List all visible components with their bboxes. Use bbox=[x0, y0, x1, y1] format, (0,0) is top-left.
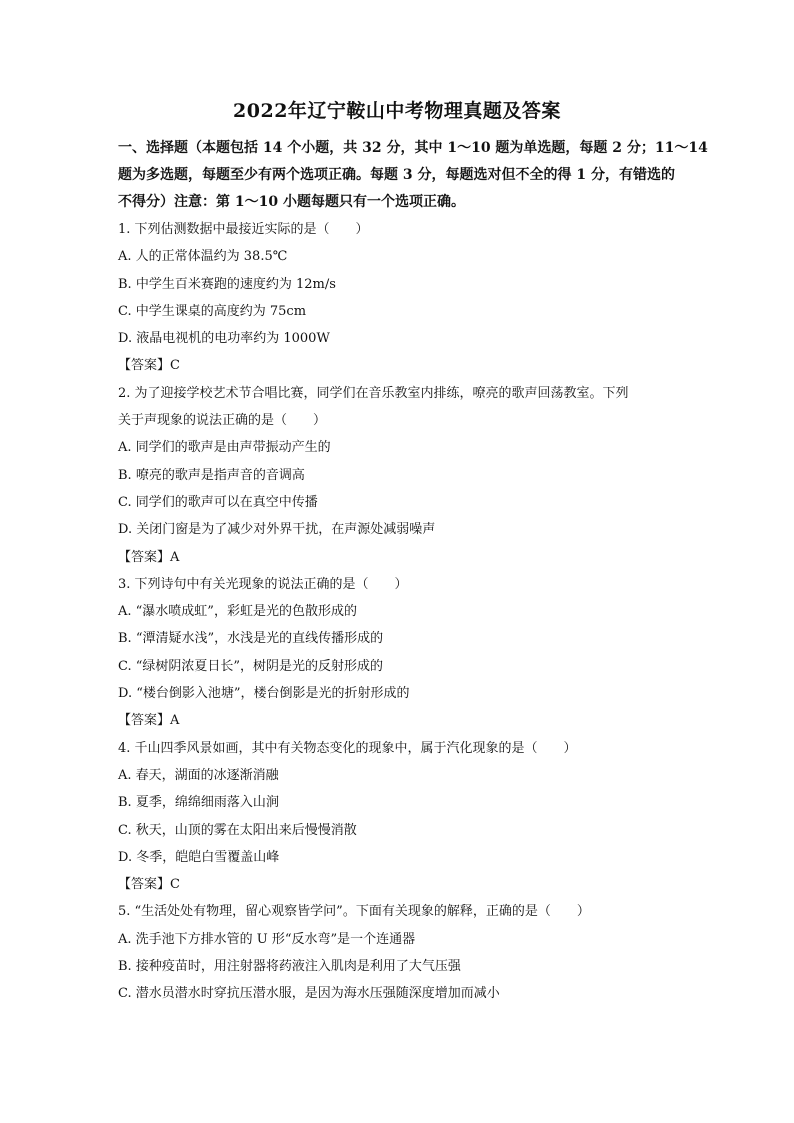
option-a: A. “瀑水喷成虹”，彩虹是光的色散形成的 bbox=[118, 604, 357, 620]
option-c: C. 中学生课桌的高度约为 75cm bbox=[118, 303, 307, 319]
option-a: A. 春天，湖面的冰逐渐消融 bbox=[118, 767, 279, 783]
question-5 bbox=[118, 898, 678, 1007]
questions-list bbox=[118, 216, 678, 1008]
section-header-line: 一、选择题（本题包括 14 个小题，共 32 分，其中 1～10 题为单选题，每题 2 分；11～14 bbox=[118, 140, 708, 156]
answer: 【答案】C bbox=[118, 358, 180, 374]
question-stem: 3. 下列诗句中有关光现象的说法正确的是（ ） bbox=[118, 576, 408, 592]
option-b: B. 夏季，绵绵细雨落入山涧 bbox=[118, 795, 279, 811]
option-b: B. “潭清疑水浅”，水浅是光的直线传播形成的 bbox=[118, 631, 384, 647]
option-b: B. 接种疫苗时，用注射器将药液注入肌肉是利用了大气压强 bbox=[118, 959, 461, 975]
option-b: B. 中学生百米赛跑的速度约为 12m/s bbox=[118, 276, 336, 292]
option-d: D. “楼台倒影入池塘”，楼台倒影是光的折射形成的 bbox=[118, 686, 410, 702]
question-stem: 5. “生活处处有物理，留心观察皆学问”。下面有关现象的解释，正确的是（ ） bbox=[118, 904, 590, 920]
option-c: C. 潜水员潜水时穿抗压潜水服，是因为海水压强随深度增加而减小 bbox=[118, 986, 500, 1002]
question-1 bbox=[118, 216, 678, 380]
question-3 bbox=[118, 571, 678, 735]
option-d: D. 液晶电视机的电功率约为 1000W bbox=[118, 331, 330, 347]
question-stem: 2. 为了迎接学校艺术节合唱比赛，同学们在音乐教室内排练，嘹亮的歌声回荡教室。下列 bbox=[118, 385, 629, 401]
option-d: D. 关闭门窗是为了减少对外界干扰，在声源处减弱噪声 bbox=[118, 522, 436, 538]
question-4 bbox=[118, 735, 678, 899]
section-header bbox=[118, 135, 708, 216]
question-stem: 关于声现象的说法正确的是（ ） bbox=[118, 413, 327, 429]
option-a: A. 洗手池下方排水管的 U 形“反水弯”是一个连通器 bbox=[118, 931, 416, 947]
question-2 bbox=[118, 380, 678, 571]
option-a: A. 同学们的歌声是由声带振动产生的 bbox=[118, 440, 331, 456]
answer: 【答案】A bbox=[118, 713, 180, 729]
question-stem: 4. 千山四季风景如画，其中有关物态变化的现象中，属于汽化现象的是（ ） bbox=[118, 740, 577, 756]
answer: 【答案】C bbox=[118, 877, 180, 893]
section-header-line: 题为多选题，每题至少有两个选项正确。每题 3 分，每题选对但不全的得 1 分，有错选的 bbox=[118, 167, 675, 183]
option-c: C. 同学们的歌声可以在真空中传播 bbox=[118, 494, 318, 510]
answer: 【答案】A bbox=[118, 549, 180, 565]
document-title: 2022年辽宁鞍山中考物理真题及答案 bbox=[233, 100, 561, 122]
option-d: D. 冬季，皑皑白雪覆盖山峰 bbox=[118, 849, 280, 865]
section-header-line: 不得分）注意：第 1～10 小题每题只有一个选项正确。 bbox=[118, 194, 465, 210]
option-c: C. “绿树阴浓夏日长”，树阴是光的反射形成的 bbox=[118, 658, 384, 674]
option-c: C. 秋天，山顶的雾在太阳出来后慢慢消散 bbox=[118, 822, 357, 838]
option-a: A. 人的正常体温约为 38.5℃ bbox=[118, 249, 288, 265]
option-b: B. 嘹亮的歌声是指声音的音调高 bbox=[118, 467, 305, 483]
question-stem: 1. 下列估测数据中最接近实际的是（ ） bbox=[118, 222, 369, 237]
